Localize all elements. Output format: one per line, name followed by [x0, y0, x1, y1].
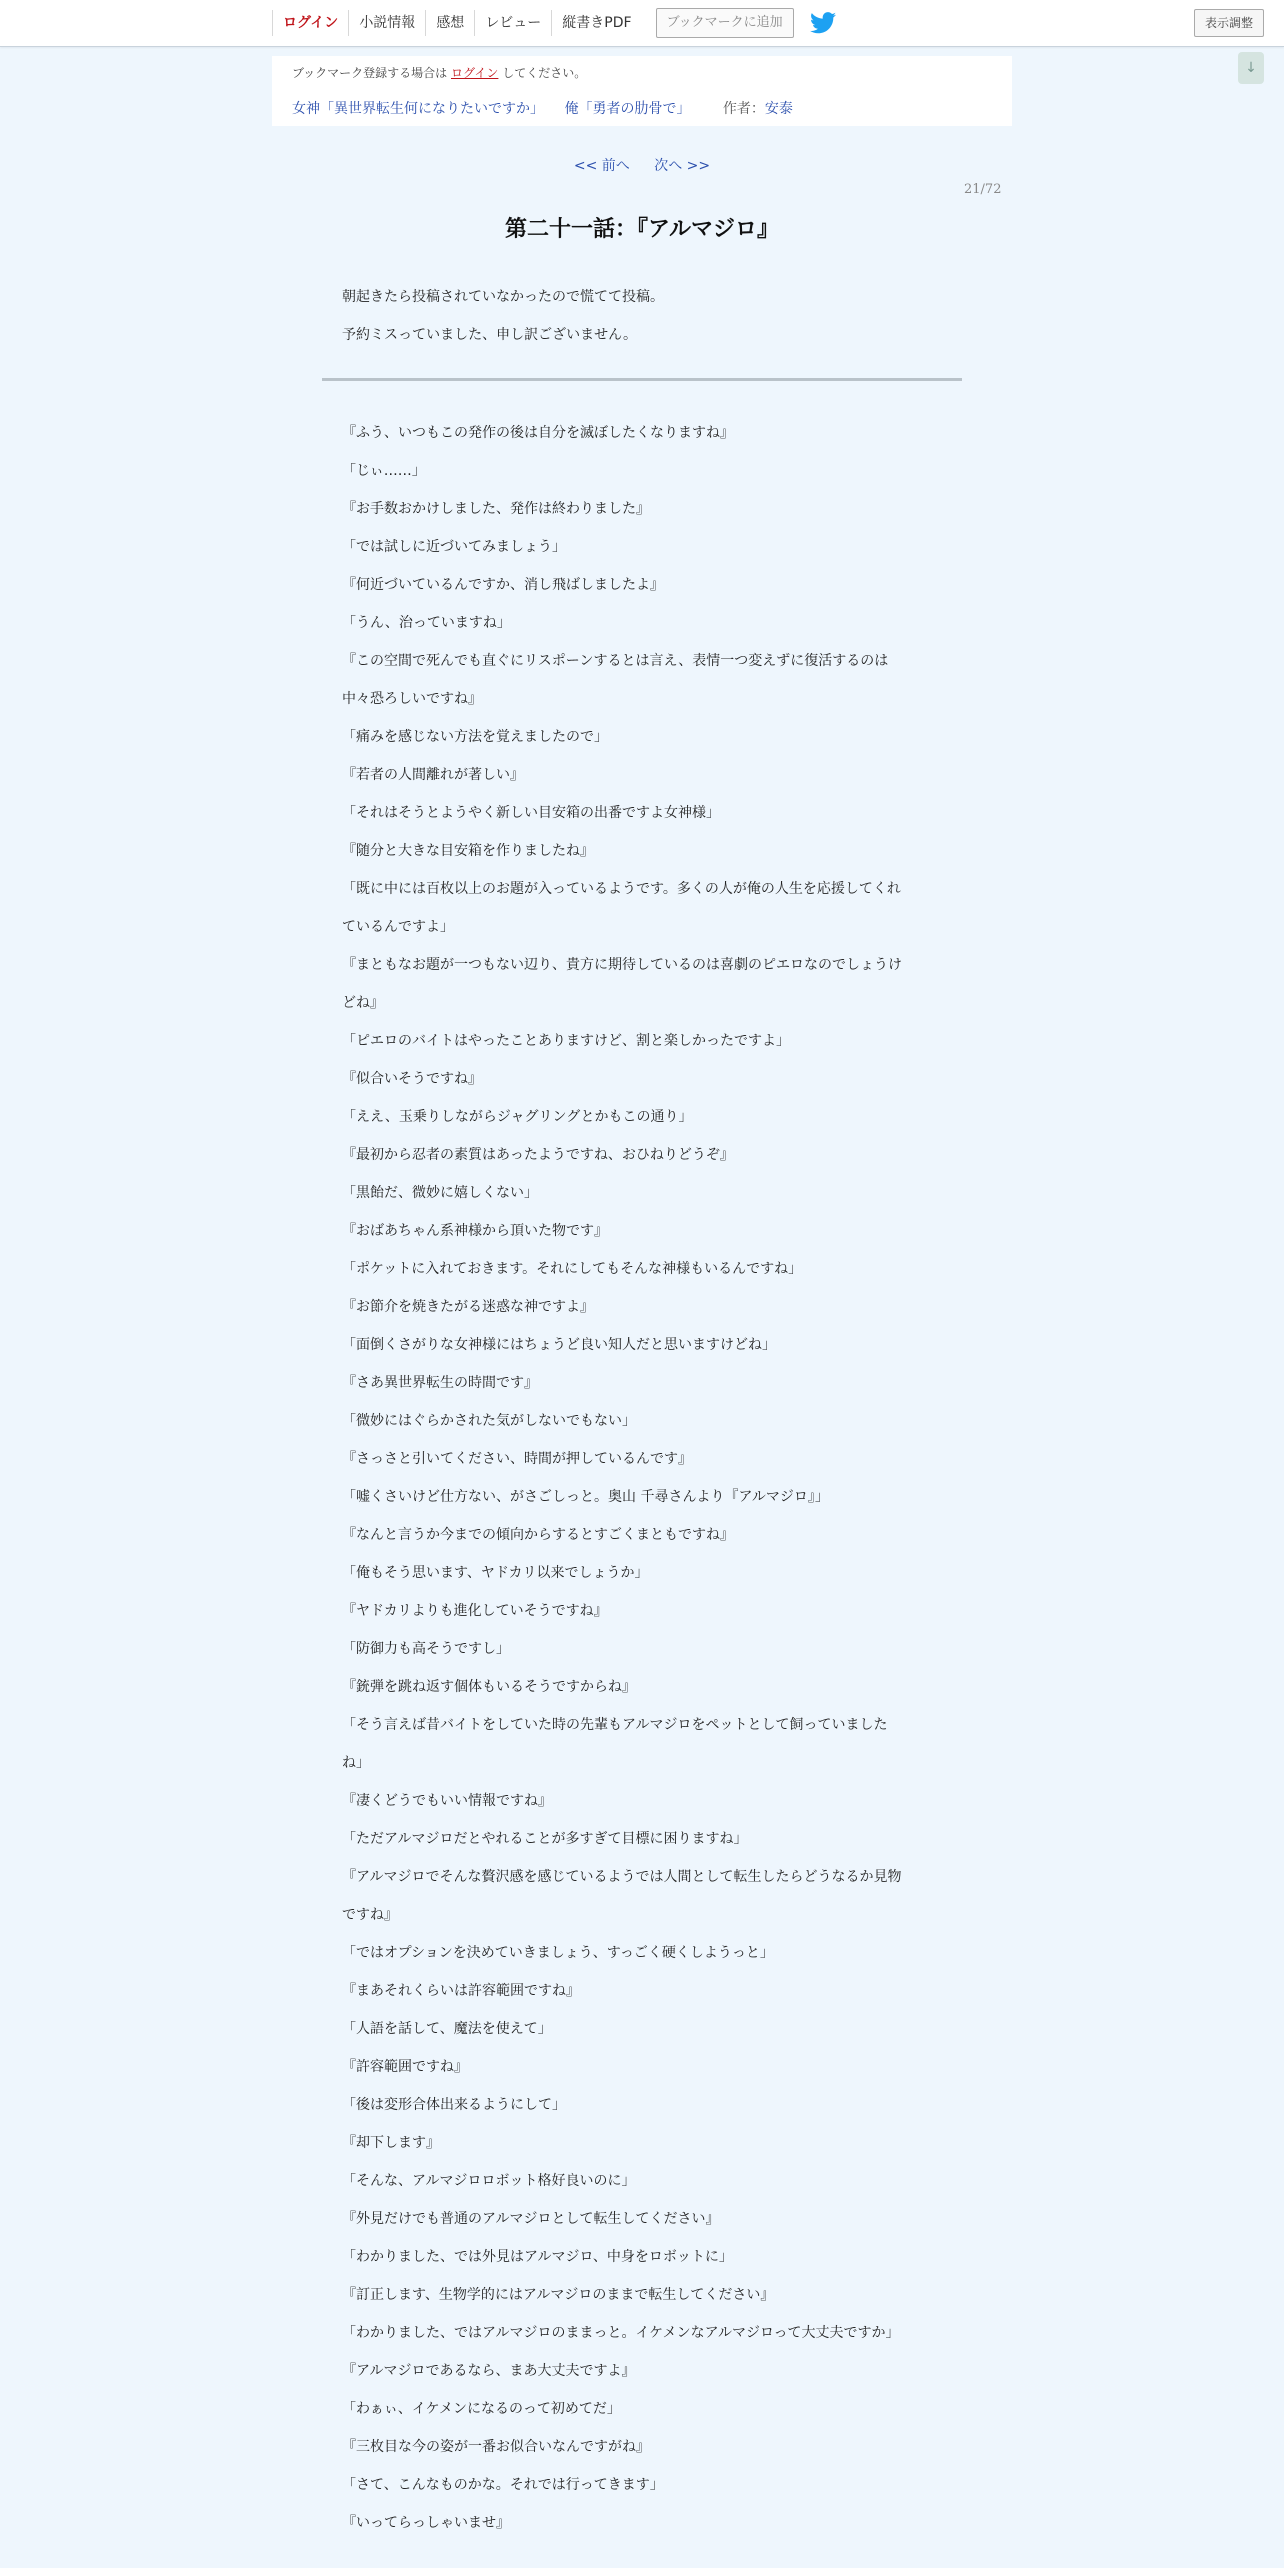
body-line: 『まともなお題が一つもない辺り、貴方に期待しているのは喜劇のピエロなのでしょうけ — [342, 957, 902, 973]
body-line: 「ではオプションを決めていきましょう、すっごく硬くしようっと」 — [342, 1945, 774, 1961]
body-line: 『お節介を焼きたがる迷惑な神ですよ』 — [342, 1299, 594, 1315]
body-line: 『アルマジロであるなら、まあ大丈夫ですよ』 — [342, 2363, 636, 2379]
body-line: ですね』 — [342, 1907, 398, 1923]
login-link[interactable]: ログイン — [272, 10, 348, 36]
body-line: 『何近づいているんですか、消し飛ばしましたよ』 — [342, 577, 664, 593]
novel-info-link[interactable]: 小説情報 — [348, 10, 425, 36]
foreword-line: 朝起きたら投稿されていなかったので慌てて投稿。 — [342, 289, 664, 305]
body-line: 『おばあちゃん系神様から頂いた物です』 — [342, 1223, 608, 1239]
body-line: 「黒飴だ、微妙に嬉しくない」 — [342, 1185, 538, 1201]
body-line: 『さあ異世界転生の時間です』 — [342, 1375, 538, 1391]
body-line: 「そんな、アルマジロロボット格好良いのに」 — [342, 2173, 636, 2189]
impressions-link[interactable]: 感想 — [425, 10, 474, 36]
body-line: 「人語を話して、魔法を使えて」 — [342, 2021, 552, 2037]
review-link[interactable]: レビュー — [474, 10, 551, 36]
body-line: 「ただアルマジロだとやれることが多すぎて目標に困りますね」 — [342, 1831, 748, 1847]
series-title-link[interactable]: 女神「異世界転生何になりたいですか」 — [292, 101, 544, 117]
next-chapter-link[interactable]: 次へ >> — [654, 158, 711, 174]
body-line: 『最初から忍者の素質はあったようですね、おひねりどうぞ』 — [342, 1147, 734, 1163]
body-line: 「では試しに近づいてみましょう」 — [342, 539, 566, 555]
body-line: 「わかりました、ではアルマジロのままっと。イケメンなアルマジロって大丈夫ですか」 — [342, 2325, 900, 2341]
body-line: 『いってらっしゃいませ』 — [342, 2515, 510, 2531]
add-bookmark-button[interactable]: ブックマークに追加 — [656, 8, 794, 38]
top-nav-bar — [0, 0, 1284, 47]
foreword — [342, 278, 664, 354]
foreword-divider — [322, 378, 962, 381]
body-line: ているんですよ」 — [342, 919, 454, 935]
chapter-title: 第二十一話：『アルマジロ』 — [504, 217, 780, 242]
body-line: 「俺もそう思います、ヤドカリ以来でしょうか」 — [342, 1565, 649, 1581]
body-line: 『さっさと引いてください、時間が押しているんです』 — [342, 1451, 692, 1467]
body-line: ね」 — [342, 1755, 370, 1771]
body-line: 『お手数おかけしました、発作は終わりました』 — [342, 501, 650, 517]
body-line: 『アルマジロでそんな贅沢感を感じているようでは人間として転生したらどうなるか見物 — [342, 1869, 902, 1885]
foreword-line: 予約ミスっていました、申し訳ございません。 — [342, 327, 637, 343]
prev-chapter-link[interactable]: << 前へ — [573, 158, 630, 174]
author-label: 作者： — [722, 101, 765, 117]
bookmark-info-box — [272, 56, 1012, 126]
author-link[interactable]: 安泰 — [764, 101, 793, 117]
body-line: 「さて、こんなものかな。それでは行ってきます」 — [342, 2477, 664, 2493]
body-line: 「微妙にはぐらかされた気がしないでもない」 — [342, 1413, 636, 1429]
body-line: 「痛みを感じない方法を覚えましたので」 — [342, 729, 608, 745]
body-line: 『訂正します、生物学的にはアルマジロのままで転生してください』 — [342, 2287, 775, 2303]
chapter-pager — [0, 155, 1284, 175]
body-line: 「ええ、玉乗りしながらジャグリングとかもこの通り」 — [342, 1109, 693, 1125]
bookmark-login-link[interactable]: ログイン — [451, 66, 499, 80]
twitter-icon[interactable] — [810, 12, 836, 34]
body-line: 『似合いそうですね』 — [342, 1071, 482, 1087]
body-line: 「それはそうとようやく新しい目安箱の出番ですよ女神様」 — [342, 805, 720, 821]
body-line: 『ヤドカリよりも進化していそうですね』 — [342, 1603, 608, 1619]
body-line: 「じぃ……」 — [342, 463, 426, 479]
body-line: 『外見だけでも普通のアルマジロとして転生してください』 — [342, 2211, 720, 2227]
body-line: 「既に中には百枚以上のお題が入っているようです。多くの人が俺の人生を応援してくれ — [342, 881, 901, 897]
bookmark-notice — [292, 64, 586, 81]
body-line: 「そう言えば昔バイトをしていた時の先輩もアルマジロをペットとして飼っていました — [342, 1717, 888, 1733]
chapter-count: 21/72 — [964, 182, 1002, 197]
novel-title-link[interactable]: 俺「勇者の肋骨で」 — [564, 101, 691, 117]
body-line: 『なんと言うか今までの傾向からするとすごくまともですね』 — [342, 1527, 734, 1543]
body-line: 「防御力も高そうですし」 — [342, 1641, 510, 1657]
body-line: 『この空間で死んでも直ぐにリスポーンするとは言え、表情一つ変えずに復活するのは — [342, 653, 889, 669]
chapter-body — [342, 414, 950, 2542]
body-line: どね』 — [342, 995, 384, 1011]
scroll-down-button[interactable]: ↓ — [1238, 52, 1264, 84]
body-line: 『許容範囲ですね』 — [342, 2059, 468, 2075]
bookmark-notice-prefix: ブックマーク登録する場合は — [292, 66, 448, 80]
body-line: 『若者の人間離れが著しい』 — [342, 767, 524, 783]
body-line: 「うん、治っていますね」 — [342, 615, 511, 631]
body-line: 『まあそれくらいは許容範囲ですね』 — [342, 1983, 580, 1999]
global-nav — [272, 0, 836, 46]
body-line: 「面倒くさがりな女神様にはちょうど良い知人だと思いますけどね」 — [342, 1337, 776, 1353]
display-settings-button[interactable]: 表示調整 — [1194, 9, 1264, 37]
series-line — [292, 98, 793, 118]
body-line: 「ピエロのバイトはやったことありますけど、割と楽しかったですよ」 — [342, 1033, 790, 1049]
body-line: 「嘘くさいけど仕方ない、がさごしっと。奥山 千尋さんより『アルマジロ』」 — [342, 1489, 829, 1505]
body-line: 「わかりました、では外見はアルマジロ、中身をロボットに」 — [342, 2249, 733, 2265]
body-line: 中々恐ろしいですね』 — [342, 691, 482, 707]
vertical-pdf-link[interactable]: 縦書きPDF — [551, 10, 641, 36]
body-line: 『三枚目な今の姿が一番お似合いなんですがね』 — [342, 2439, 650, 2455]
body-line: 『銃弾を跳ね返す個体もいるそうですからね』 — [342, 1679, 636, 1695]
body-line: 「後は変形合体出来るようにして」 — [342, 2097, 566, 2113]
body-line: 『ふう、いつもこの発作の後は自分を滅ぼしたくなりますね』 — [342, 425, 734, 441]
bookmark-notice-suffix: してください。 — [502, 66, 587, 80]
body-line: 『却下します』 — [342, 2135, 440, 2151]
body-line: 『凄くどうでもいい情報ですね』 — [342, 1793, 552, 1809]
body-line: 『随分と大きな目安箱を作りましたね』 — [342, 843, 594, 859]
body-line: 「ポケットに入れておきます。それにしてもそんな神様もいるんですね」 — [342, 1261, 803, 1277]
body-line: 「わぁぃ、イケメンになるのって初めてだ」 — [342, 2401, 621, 2417]
